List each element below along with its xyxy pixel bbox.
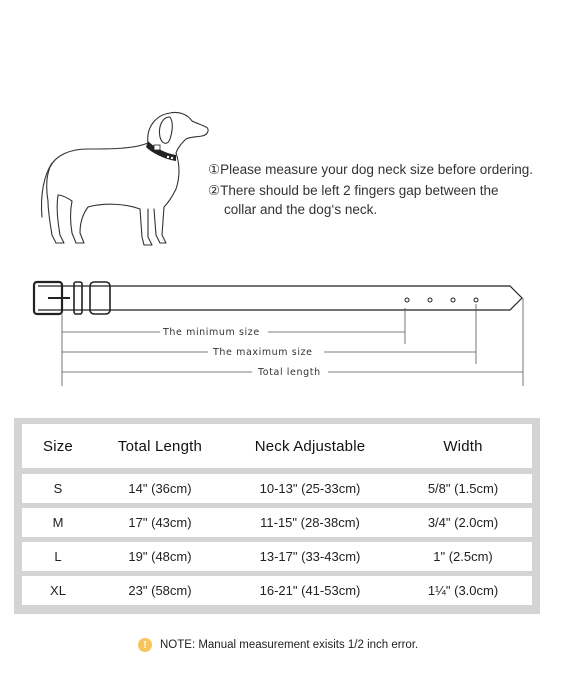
row-width: 3/4" (2.0cm) [427, 515, 499, 530]
instruction-2: ②There should be left 2 fingers gap between the [208, 183, 499, 198]
row-neck-adjustable: 11-15" (28-38cm) [260, 515, 360, 530]
instruction-2-continued: collar and the dog‘s neck. [224, 202, 378, 217]
table-row [22, 474, 532, 503]
row-size: M [52, 515, 64, 530]
table-header [22, 424, 532, 469]
row-total-length: 19" (48cm) [128, 549, 192, 564]
minimum-size-label: The minimum size [163, 327, 260, 338]
header-total-length: Total Length [117, 437, 203, 455]
warning-icon: ! [138, 638, 152, 652]
row-width: 1¼" (3.0cm) [427, 583, 499, 598]
table-row [22, 542, 532, 571]
size-table [14, 418, 540, 614]
row-total-length: 23" (58cm) [128, 583, 192, 598]
note-text: NOTE: Manual measurement exisits 1/2 inch error. [160, 639, 419, 651]
measuring-instructions [208, 160, 533, 219]
row-size: S [53, 481, 63, 496]
row-width: 5/8" (1.5cm) [427, 481, 499, 496]
row-size: L [54, 549, 62, 564]
dog-illustration [30, 105, 220, 255]
total-length-label: Total length [258, 367, 321, 378]
table-row [22, 508, 532, 537]
measurement-note [138, 638, 418, 652]
row-neck-adjustable: 16-21" (41-53cm) [259, 583, 361, 598]
maximum-size-label: The maximum size [213, 347, 313, 358]
row-total-length: 17" (43cm) [128, 515, 192, 530]
instruction-1: ①Please measure your dog neck size before ordering. [208, 162, 534, 177]
row-size: XL [50, 583, 66, 598]
header-width: Width [443, 437, 483, 455]
header-size: Size [43, 437, 73, 455]
table-row [22, 576, 532, 605]
row-neck-adjustable: 13-17" (33-43cm) [259, 549, 361, 564]
row-total-length: 14" (36cm) [128, 481, 192, 496]
row-neck-adjustable: 10-13" (25-33cm) [259, 481, 361, 496]
collar-diagram [30, 278, 540, 388]
row-width: 1" (2.5cm) [433, 549, 493, 564]
header-neck-adjustable: Neck Adjustable [254, 437, 366, 455]
